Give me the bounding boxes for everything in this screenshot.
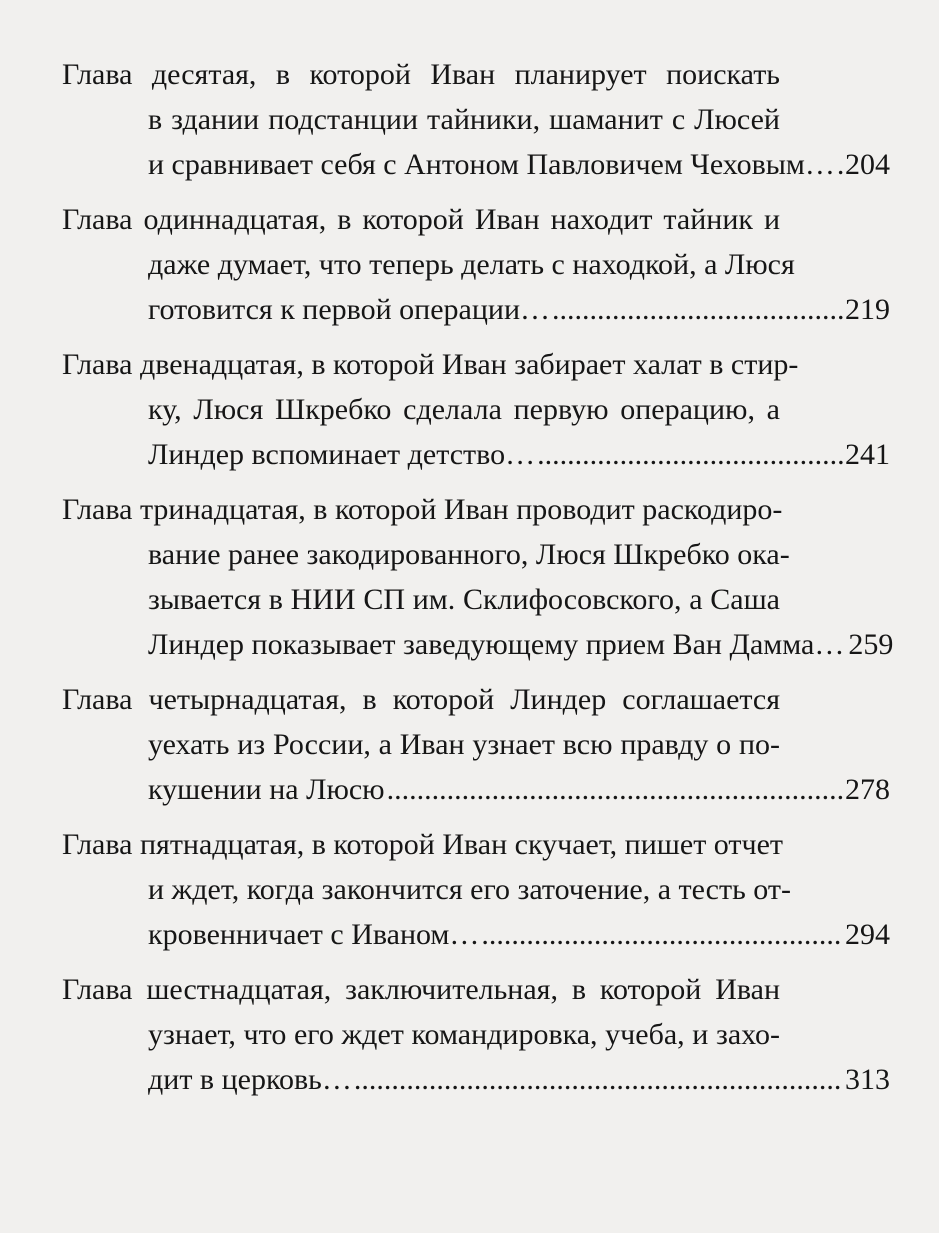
toc-entry	[62, 677, 890, 812]
toc-entry-line: Глава десятая, в которой Иван планирует поискать	[62, 58, 780, 91]
toc-entry-line: Линдер вспоминает детство…	[148, 438, 536, 471]
toc-entry	[62, 197, 890, 332]
toc-entry-line: вание ранее закодированного, Люся Шкребко ока-	[148, 538, 790, 571]
toc-entry-line: кушении на Люсю	[148, 773, 385, 806]
page-number: 294	[845, 918, 890, 951]
toc-entry-line: Глава шестнадцатая, заключительная, в которой Иван	[62, 973, 780, 1006]
toc-entry-line: кровенничает с Иваном…	[148, 918, 480, 951]
toc-entry	[62, 487, 894, 667]
toc-entry-line: узнает, что его ждет командировка, учеба, и захо-	[148, 1018, 780, 1051]
toc-entry-line: Линдер показывает заведующему прием Ван Дамма…	[148, 628, 845, 661]
page-number: 313	[845, 1063, 890, 1096]
toc-entry-line: Глава двенадцатая, в которой Иван забирает халат в стир-	[62, 348, 799, 381]
dot-leader	[481, 912, 843, 957]
toc-entry-line: уехать из России, а Иван узнает всю правду о по-	[148, 728, 780, 761]
toc-entry	[62, 342, 890, 477]
toc-entry-last-line	[62, 142, 890, 187]
dot-leader	[537, 432, 843, 477]
page-number: 204	[845, 148, 890, 181]
toc-entry-line: Глава пятнадцатая, в которой Иван скучает, пишет отчет	[62, 828, 784, 861]
toc-entry-line: в здании подстанции тайники, шаманит с Люсей	[148, 103, 780, 136]
toc-entry-line: Глава одиннадцатая, в которой Иван находит тайник и	[62, 203, 780, 236]
table-of-contents	[62, 52, 894, 1112]
toc-entry-last-line	[62, 1057, 890, 1102]
toc-entry	[62, 822, 890, 957]
toc-entry-line: зывается в НИИ СП им. Склифосовского, а Саша	[148, 583, 780, 616]
toc-entry-line: Глава четырнадцатая, в которой Линдер соглашается	[62, 683, 780, 716]
page-number: 278	[845, 773, 890, 806]
toc-entry-line: ку, Люся Шкребко сделала первую операцию, а	[148, 393, 780, 426]
toc-entry-line: Глава тринадцатая, в которой Иван проводит раскодиро-	[62, 493, 783, 526]
toc-entry-last-line	[62, 287, 890, 332]
dot-leader	[354, 1057, 843, 1102]
toc-entry	[62, 52, 890, 187]
page-number: 241	[845, 438, 890, 471]
toc-entry-last-line	[62, 622, 894, 667]
toc-entry-last-line	[62, 432, 890, 477]
toc-entry-line: дит в церковь…	[148, 1063, 352, 1096]
toc-entry-line: и сравнивает себя с Антоном Павловичем Чеховым…	[148, 148, 835, 181]
toc-entry	[62, 967, 890, 1102]
toc-entry-line: готовится к первой операции…	[148, 293, 550, 326]
page-number: 259	[848, 628, 894, 661]
page-number: 219	[845, 293, 890, 326]
toc-entry-last-line	[62, 912, 890, 957]
dot-leader	[387, 767, 843, 812]
toc-entry-last-line	[62, 767, 890, 812]
toc-entry-line: и ждет, когда закончится его заточение, а тесть от-	[148, 873, 791, 906]
toc-entry-line: даже думает, что теперь делать с находкой, а Люся	[148, 248, 795, 281]
dot-leader	[552, 287, 843, 332]
dot-leader	[837, 142, 843, 187]
